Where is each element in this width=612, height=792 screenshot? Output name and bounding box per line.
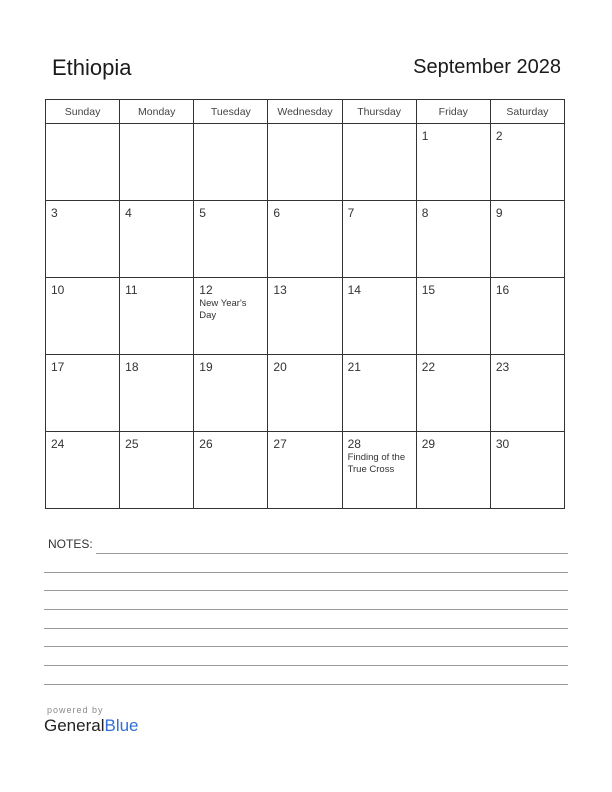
day-cell (46, 124, 120, 201)
day-cell (490, 201, 564, 278)
calendar-country-title: Ethiopia (52, 55, 132, 80)
notes-line (44, 684, 568, 685)
week-row (46, 432, 565, 509)
day-number: 20 (273, 360, 287, 374)
day-number: 1 (421, 129, 429, 143)
day-cell (342, 201, 416, 278)
day-cell (490, 278, 564, 355)
day-cell (342, 124, 416, 201)
week-row (46, 201, 565, 278)
day-cell (342, 278, 416, 355)
day-number: 3 (51, 206, 58, 220)
day-number: 13 (273, 283, 287, 297)
day-cell (120, 355, 194, 432)
day-number: 27 (273, 437, 287, 451)
notes-line (44, 646, 568, 647)
calendar-month-title: September 2028 (413, 56, 561, 78)
day-number: 2 (495, 129, 503, 143)
holiday-label: Finding of the True Cross (347, 452, 406, 475)
day-number: 26 (199, 437, 213, 451)
day-cell (416, 124, 490, 201)
holiday-label: New Year's Day (199, 298, 247, 321)
day-number: 10 (51, 283, 65, 297)
day-number: 6 (273, 206, 281, 220)
week-row (46, 355, 565, 432)
day-cell (342, 355, 416, 432)
notes-line (44, 665, 568, 666)
day-cell (268, 124, 342, 201)
day-cell (268, 201, 342, 278)
day-cell (490, 355, 564, 432)
day-cell (120, 201, 194, 278)
weekday-header: Monday (120, 100, 194, 124)
week-row (46, 278, 565, 355)
notes-label: NOTES: (48, 537, 93, 551)
day-number: 29 (421, 437, 436, 451)
day-number: 17 (51, 360, 65, 374)
day-cell (194, 124, 268, 201)
day-cell (46, 432, 120, 509)
day-cell (194, 355, 268, 432)
notes-line (44, 628, 568, 629)
day-number: 25 (125, 437, 139, 451)
day-number: 9 (495, 206, 503, 220)
brand-general-text: General (44, 716, 105, 735)
day-number: 11 (125, 283, 138, 297)
weekday-header-row (46, 100, 565, 124)
notes-line (96, 553, 568, 554)
day-cell (416, 355, 490, 432)
day-number: 19 (199, 360, 213, 374)
day-cell (120, 278, 194, 355)
day-cell (416, 432, 490, 509)
day-number: 28 (347, 437, 361, 451)
day-number: 18 (125, 360, 139, 374)
day-cell (194, 432, 268, 509)
day-number: 12 (199, 283, 213, 297)
day-number: 14 (347, 283, 361, 297)
notes-line (44, 609, 568, 610)
day-cell (268, 355, 342, 432)
day-cell (120, 124, 194, 201)
day-number: 23 (495, 360, 510, 374)
day-cell (46, 355, 120, 432)
day-cell (46, 201, 120, 278)
weekday-header: Tuesday (194, 100, 268, 124)
brand-blue-text: Blue (104, 716, 139, 735)
day-number: 8 (421, 206, 429, 220)
day-cell (416, 278, 490, 355)
day-cell (416, 201, 490, 278)
weekday-header: Saturday (490, 100, 564, 124)
powered-by-text: powered by (47, 705, 104, 715)
day-cell (46, 278, 120, 355)
day-cell (268, 278, 342, 355)
day-number: 15 (421, 283, 436, 297)
day-cell (342, 432, 416, 509)
weekday-header: Thursday (342, 100, 416, 124)
notes-line (44, 572, 568, 573)
day-cell (120, 432, 194, 509)
day-number: 16 (495, 283, 510, 297)
weekday-header: Sunday (46, 100, 120, 124)
day-number: 5 (199, 206, 206, 220)
day-number: 4 (125, 206, 132, 220)
generalblue-logo[interactable] (44, 716, 139, 736)
day-number: 21 (347, 360, 361, 374)
day-cell (194, 201, 268, 278)
day-cell (268, 432, 342, 509)
notes-line (44, 590, 568, 591)
day-cell (194, 278, 268, 355)
day-number: 7 (347, 206, 355, 220)
day-number: 30 (495, 437, 510, 451)
day-cell (490, 432, 564, 509)
calendar-grid (45, 99, 565, 509)
day-number: 22 (421, 360, 436, 374)
weekday-header: Friday (416, 100, 490, 124)
weekday-header: Wednesday (268, 100, 342, 124)
week-row (46, 124, 565, 201)
day-cell (490, 124, 564, 201)
day-number: 24 (51, 437, 65, 451)
